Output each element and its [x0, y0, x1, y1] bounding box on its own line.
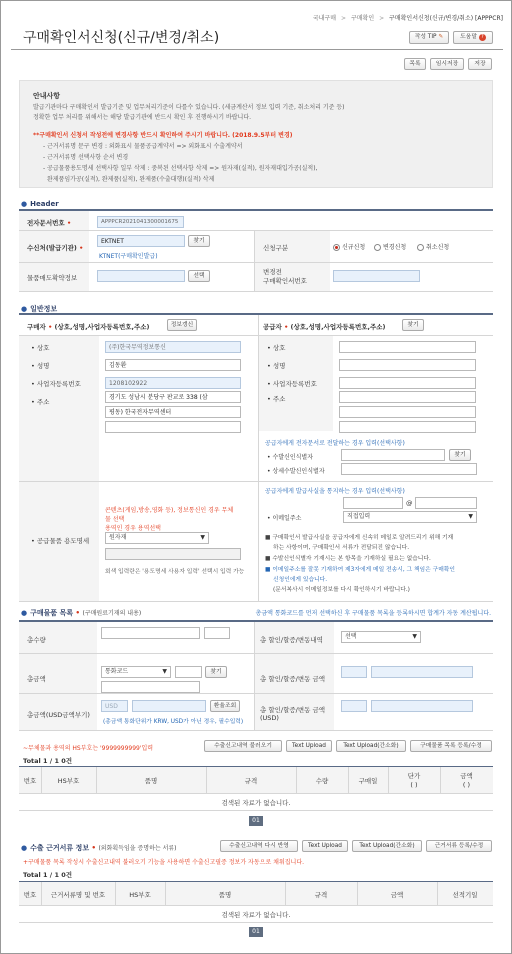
goods-col-price: 단가	[407, 772, 421, 780]
notice-line: 정확한 업무 처리를 위해서는 해당 발급기관에 반드시 확인 후 진행하시기 바랍니다.	[33, 114, 252, 121]
basis-col-amount: 금액	[390, 891, 404, 899]
recv-id-detail-field[interactable]	[341, 463, 477, 475]
notice-title: 안내사항	[33, 92, 61, 100]
total-qty-field[interactable]	[101, 627, 200, 639]
discount-usd-label: 총 할인/할증/변동 금액	[260, 706, 326, 714]
bullet-icon: ●	[21, 609, 28, 617]
req-type-new-radio[interactable]: 신규신청	[333, 242, 365, 251]
pre-info-select-button[interactable]: 선택	[188, 270, 210, 282]
usage-label: • 공급물품 용도명세	[31, 537, 90, 545]
tip-icon: ✎	[438, 34, 444, 40]
section-divider	[19, 209, 493, 211]
doc-no-field: APPPCR2021041300001675	[97, 216, 184, 228]
recv-id-find-button[interactable]: 찾기	[449, 449, 471, 461]
goods-col-no: 번호	[23, 777, 37, 785]
notice-item: 완제품임가공(실적), 완제품(실적), 완제품(수출대행)(실적) 삭제	[47, 176, 215, 183]
total-qty-unit-field[interactable]	[204, 627, 230, 639]
goods-col-spec: 규격	[244, 777, 258, 785]
change-no-field[interactable]	[333, 270, 420, 282]
header-section-title: ● Header	[21, 200, 59, 208]
req-type-change-radio[interactable]: 변경신청	[374, 242, 406, 251]
export-decl-reapply-button[interactable]: 수출신고내역 다시 반영	[220, 840, 298, 852]
save-button[interactable]: 저장	[468, 58, 492, 70]
basis-col-spec: 규격	[314, 891, 328, 899]
bullet-icon: ●	[21, 305, 28, 313]
chevron-down-icon: ▼	[200, 534, 205, 541]
goods-col-date: 구매일	[358, 777, 378, 785]
usd-prefix-field: USD	[101, 700, 128, 712]
buyer-header: 구매자 • (상호,성명,사업자등록번호,주소)	[27, 323, 150, 331]
supplier-addr1-field[interactable]	[339, 391, 476, 403]
currency-code-field[interactable]	[175, 666, 202, 678]
email-domain-select[interactable]: 직접입력 ▼	[343, 511, 477, 523]
discount-type-label: 총 할인/할증/변동내역	[260, 636, 323, 644]
goods-register-button[interactable]: 구매물품 목록 등록/수정	[410, 740, 492, 752]
goods-col-name: 품명	[144, 777, 158, 785]
usage-custom-field	[105, 548, 241, 560]
exchange-rate-button[interactable]: 환율조회	[210, 700, 240, 712]
buyer-refresh-button[interactable]: 정보갱신	[167, 319, 197, 331]
notice-item: - 공급물품용도명세 선택사항 일부 삭제 : 중복된 선택사항 삭제 => 원자재(실적), 원자재대입가공(실적),	[43, 165, 318, 172]
doc-no-label: 전자문서번호 •	[27, 219, 72, 227]
basis-section-title: ● 수출 근거서류 정보 • (외화획득임을 증명하는 서류)	[21, 844, 177, 852]
goods-col-hs: HS부호	[57, 777, 80, 785]
import-export-decl-button[interactable]: 수출신고내역 불러오기	[204, 740, 282, 752]
section-divider	[19, 313, 493, 315]
supplier-header: 공급자 • (상호,성명,사업자등록번호,주소)	[263, 323, 386, 331]
usd-note: (총금액 통화단위가 KRW, USD가 아닌 경우, 필수입력)	[103, 719, 244, 725]
receiver-name: KTNET(구매확인발급)	[99, 253, 158, 260]
help-icon: ?	[479, 34, 486, 41]
usage-note: 회색 입력란은 '용도명세 사용자 입력' 선택시 입력 가능	[105, 569, 245, 575]
temp-save-button[interactable]: 임시저장	[430, 58, 464, 70]
chevron-down-icon: ▼	[468, 513, 473, 520]
supplier-name-field[interactable]	[339, 359, 476, 371]
text-upload-simple-button[interactable]: Text Upload(간소화)	[336, 740, 406, 752]
change-no-label: 구매확인서번호	[263, 277, 307, 285]
goods-empty-text: 검색된 자료가 없습니다.	[221, 799, 291, 807]
recv-hint: 공급자에게 전자문서로 전달하는 경우 입력(선택사항)	[265, 440, 405, 447]
basis-col-doc: 근거서류명 및 번호	[50, 891, 106, 899]
title-divider	[11, 49, 503, 50]
hs-note: ~무체물과 용역의 HS부호는 '9999999999'입력	[23, 745, 154, 752]
basis-page-1[interactable]: 01	[249, 927, 263, 937]
email-id-field[interactable]	[343, 497, 403, 509]
usd-amount-field[interactable]	[132, 700, 206, 712]
goods-col-qty: 수량	[315, 777, 329, 785]
receiver-find-button[interactable]: 찾기	[188, 235, 210, 247]
discount-amt-label: 총 할인/할증/변동 금액	[260, 675, 326, 683]
discount-usd-label: (USD)	[260, 714, 279, 722]
notice-item: - 근거서류명 문구 변경 : 외화표시 물품공급계약서 => 외화표시 수출계약서	[43, 143, 243, 150]
usage-select[interactable]: 원자재 ▼	[105, 532, 209, 544]
discount-usd-field[interactable]	[371, 700, 473, 712]
change-no-label: 변경전	[263, 268, 282, 276]
supplier-find-button[interactable]: 찾기	[402, 319, 424, 331]
email-domain-field[interactable]	[415, 497, 477, 509]
total-amt-label: 총금액	[27, 675, 46, 683]
notice-warning: **구매확인서 신청서 작성전에 변경사항 반드시 확인하여 주시기 바랍니다. (2018.9.5부터 변경)	[33, 132, 293, 139]
basis-register-button[interactable]: 근거서류 등록/수정	[426, 840, 492, 852]
discount-type-select[interactable]: 선택 ▼	[341, 631, 421, 643]
total-amt-field[interactable]	[101, 681, 200, 693]
goods-section-title: ● 구매물품 목록 • (구매원료기재의 내용)	[21, 609, 142, 617]
basis-col-ship: 선적기일	[452, 891, 478, 899]
bullet-icon: ●	[21, 200, 28, 208]
bullet-icon: ●	[21, 844, 28, 852]
basis-text-upload-button[interactable]: Text Upload	[302, 840, 348, 852]
breadcrumb-current: 구매확인서신청(신규/변경/취소) [APPPCR]	[389, 15, 503, 22]
notice-line: 발급기관마다 구매확인서 발급기준 및 업무처리기준이 다를수 있습니다. (세금계산서 정보 입력 기준, 취소처리 기준 등)	[33, 104, 345, 111]
currency-select[interactable]: 통화코드 ▼	[101, 666, 171, 678]
help-button[interactable]: 도움말 ?	[453, 31, 493, 44]
list-button[interactable]: 목록	[404, 58, 426, 70]
basis-empty-text: 검색된 자료가 없습니다.	[221, 911, 291, 919]
basis-warning: +구매물품 목록 작성시 수출신고내역 불러오기 기능을 사용하면 수출신고필증 정보가 자동으로 채워집니다.	[23, 859, 305, 866]
buyer-name-field[interactable]: 김동환	[105, 359, 241, 371]
supplier-addr2-field[interactable]	[339, 406, 476, 418]
goods-total: Total 1 / 1 0건	[23, 757, 73, 765]
notice-item: - 근거서류명 선택사항 순서 변경	[43, 154, 129, 161]
buyer-addr2-field[interactable]: 평동) 한국전자무역센터	[105, 406, 241, 418]
total-qty-label: 총수량	[27, 636, 46, 644]
pre-info-label: 물품매도확약정보	[27, 274, 78, 282]
buyer-company-field: (주)한국무역정보통신	[105, 341, 241, 353]
page-title: 구매확인서신청(신규/변경/취소)	[23, 30, 220, 46]
recv-id-field[interactable]	[341, 449, 445, 461]
text-upload-button[interactable]: Text Upload	[286, 740, 332, 752]
req-type-cancel-radio[interactable]: 취소신청	[417, 242, 449, 251]
buyer-addr3-field[interactable]	[105, 421, 241, 433]
discount-usd-currency-field	[341, 700, 367, 712]
chevron-down-icon: ▼	[162, 668, 167, 675]
currency-find-button[interactable]: 찾기	[205, 666, 227, 678]
goods-col-amount: 금액	[460, 772, 473, 780]
goods-hint: 총금액 통화코드를 먼저 선택하신 후 구매물품 목록을 등록하시면 합계가 자동 계산됩니다.	[255, 610, 491, 617]
basis-col-name: 품명	[218, 891, 232, 899]
pre-info-field[interactable]	[97, 270, 185, 282]
goods-page-1[interactable]: 01	[249, 816, 263, 826]
basis-text-upload-simple-button[interactable]: Text Upload(간소화)	[352, 840, 422, 852]
email-hint: 공급자에게 발급사실을 통지하는 경우 입력(선택사항)	[265, 488, 405, 495]
chevron-down-icon: ▼	[412, 633, 417, 640]
receiver-label: 수신처(발급기관) •	[27, 244, 84, 252]
buyer-addr1-field[interactable]: 경기도 성남시 분당구 판교로 338 (삼	[105, 391, 241, 403]
supplier-addr3-field[interactable]	[339, 421, 476, 433]
breadcrumb: 국내구매 > 구매확인 > 구매확인서신청(신규/변경/취소) [APPPCR]	[312, 15, 503, 22]
tip-button[interactable]: 작성 TIP ✎	[409, 31, 449, 44]
basis-col-no: 번호	[23, 891, 37, 899]
basis-col-hs: HS부호	[129, 891, 151, 899]
discount-amt-field[interactable]	[371, 666, 473, 678]
receiver-code-field[interactable]: EKTNET	[97, 235, 185, 247]
breadcrumb-home[interactable]: 국내구매	[312, 15, 337, 22]
breadcrumb-mid[interactable]: 구매확인	[350, 15, 375, 22]
basis-total: Total 1 / 1 0건	[23, 871, 73, 879]
general-section-title: ● 일반정보	[21, 305, 58, 313]
supplier-bizno-field[interactable]	[339, 377, 476, 389]
buyer-bizno-field: 1208102922	[105, 377, 241, 389]
discount-amt-currency-field	[341, 666, 367, 678]
req-type-label: 신청구분	[263, 244, 289, 252]
usd-label: 총금액(USD금액부기)	[27, 711, 90, 719]
supplier-company-field[interactable]	[339, 341, 476, 353]
page-frame: 국내구매 > 구매확인 > 구매확인서신청(신규/변경/취소) [APPPCR] 구매확인서신청(신규/변경/취소) 작성 TIP ✎ 도움말 ? 목록 임시저장 저장 안내사항 발급기관마다 구매확인서 발급기준 및 업무처리기준이 다를수 있습니다. (세금계산서 정보 입력 기준, 취소처리 기준 등) 정확한 업무 처리를 위해서는 해당 발급기관에 반드시 확인 후 진행하시기 바랍니다. **구매확인서 신청서 작성전에 변경사항 반드시 확인하여 주시기 바랍니다. (2018.9.5부터 변경) - 근거서류명 문구 변경 : 외화표시 물품공급계약서 => 외화표시 수출계약서 - 근거서류명 선택사항 순서 변경 - 공급물품용도명세 선택사항 일부 삭제 : 중복된 선택사항 삭제 => 원자재(실적), 원자재대입가공(실적), 완제품임가공(실적), 완제품(실적), 완제품(수출대행)(실적) 삭제 ● Header 전자문서번호 • APPPCR2021041300001675 수신처(발급기관) • EKTNET 찾기 KTNET(구매확인발급) 신청구분 신규신청 변경신청 취소신청 물품매도확약정보 선택 변경전 구매확인서번호 ● 일반정보 구매자 • (상호,성명,사업자등록번호,주소) 정보갱신 공급자 • (상호,성명,사업자등록번호,주소) 찾기 • 상호 • 성명 • 사업자등록번호 • 주소 (주)한국무역정보통신 김동환 1208102922 경기도 성남시 분당구 판교로 338 (삼 평동) 한국전자무역센터 • 상호 • 성명 • 사업자등록번호 • 주소 공급자에게 전자문서로 전달하는 경우 입력(선택사항) • 수발신인식별자 찾기 • 상세수발신인식별자 공급자에게 발급사실을 통지하는 경우 입력(선택사항) @ • 이메일주소 직접입력 ▼ ■ 구매확인서 발급사실을 공급자에게 신속히 메일로 알려드리기 위해 기재 하는 사항이며, 구매확인서 서류가 전달되진 않습니다. ■ 수발신인식별자 기재시는 본 항목을 기재하실 필요는 없습니다. ■ 이메일주소를 잘못 기재하여 제3자에게 메일 전송시, 그 책임은 구매확인 신청인에게 있습니다. (문서복사시 이메일정보를 다시 확인하시기 바랍니다.) • 공급물품 용도명세 콘텐츠(게임,방송,영화 등), 정보통신인 경우 무체 물 선택 용역인 경우 용역선택 원자재 ▼ 회색 입력란은 '용도명세 사용자 입력' 선택시 입력 가능 ● 구매물품 목록 • (구매원료기재의 내용) 총금액 통화코드를 먼저 선택하신 후 구매물품 목록을 등록하시면 합계가 자동 계산됩니다. 총수량 총 할인/할증/변동내역 선택 ▼ 총금액 통화코드 ▼ 찾기 총 할인/할증/변동 금액 총금액(USD금액부기) USD 환율조회 (총금액 통화단위가 KRW, USD가 아닌 경우, 필수입력) 총 할인/할증/변동 금액 (USD) ~무체물과 용역의 HS부호는 '9999999999'입력 수출신고내역 불러오기 Text Upload Text Upload(간소화) 구매물품 목록 등록/수정 Total 1 / 1 0건 번호 HS부호 품명 규격 수량 구매일 단가 ( ) 금액 ( ) 검색된 자료가 없습니다. 01 ● 수출 근거서류 정보 • (외화획득임을 증명하는 서류) 수출신고내역 다시 반영 Text Upload Text Upload(간소화) 근거서류 등록/수정 +구매물품 목록 작성시 수출신고내역 불러오기 기능을 사용하면 수출신고필증 정보가 자동으로 채워집니다. Total 1 / 1 0건 번호 근거서류명 및 번호 HS부호 품명 규격 금액 선적기일 검색된 자료가 없습니다. 01	[0, 0, 512, 954]
